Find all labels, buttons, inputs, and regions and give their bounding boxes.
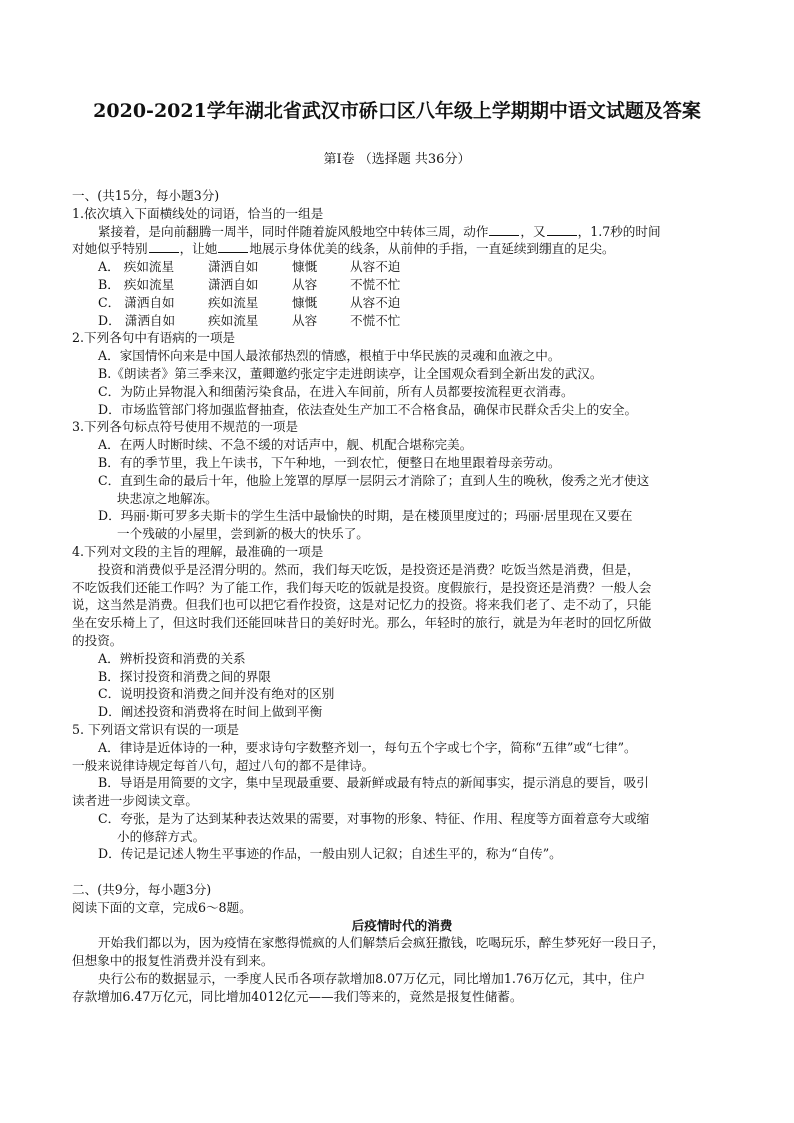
question-3-option-d: D．玛丽·斯可罗多夫斯卡的学生生活中最愉快的时期，是在楼顶里度过的；玛丽·居里现在又要在 xyxy=(98,508,633,524)
question-1-passage-line: 紧接着，是向前翻腾一周半，同时伴随着旋风般地空中转体三周，动作 ，又 ，1.7秒的时间 xyxy=(98,223,661,239)
fill-blank xyxy=(218,240,248,253)
question-1-option-b: B． 疾如流星 潇洒自如 从容 不慌不忙 xyxy=(98,276,401,292)
question-4-option-d: D．阐述投资和消费将在时间上做到平衡 xyxy=(98,704,323,720)
section-2-header: 二、(共9分，每小题3分) xyxy=(72,882,212,898)
question-3-option-c: C．直到生命的最后十年，他脸上笼罩的厚厚一层阴云才消除了；直到人生的晚秋，俊秀之光才使这 xyxy=(98,472,650,488)
section-1-header: 一、(共15分，每小题3分) xyxy=(72,188,220,203)
question-5-option-b-cont: 读者进一步阅读文章。 xyxy=(72,793,198,809)
question-3-option-b: B．有的季节里，我上午读书，下午种地，一到农忙，便整日在地里跟着母亲劳动。 xyxy=(98,454,561,470)
article-paragraph-cont: 但想象中的报复性消费并没有到来。 xyxy=(72,953,274,969)
section-2-intro: 阅读下面的文章，完成6～8题。 xyxy=(72,899,252,915)
question-4-option-a: A．辨析投资和消费的关系 xyxy=(98,650,246,666)
question-2-option-b: B.《朗读者》第三季来汉，董卿邀约张定宇走进朗读亭，让全国观众看到全新出发的武汉。 xyxy=(98,365,603,381)
document-body xyxy=(72,187,732,1006)
question-1-option-a: A． 疾如流星 潇洒自如 慷慨 从容不迫 xyxy=(98,259,401,275)
question-3-option-a: A．在两人时断时续、不急不缓的对话声中，舰、机配合堪称完美。 xyxy=(98,437,473,453)
question-4-passage-line: 坐在安乐椅上了，但这时我们还能回味昔日的美好时光。那么，年轻时的旅行，就是为年老时的回忆所做 xyxy=(72,615,652,631)
question-4-option-b: B．探讨投资和消费之间的界限 xyxy=(98,668,271,684)
article-paragraph: 央行公布的数据显示，一季度人民币各项存款增加8.07万亿元，同比增加1.76万亿元，其中，住户 xyxy=(98,971,646,987)
question-4-passage-line: 投资和消费似乎是泾渭分明的。然而，我们每天吃饭，是投资还是消费？吃饭当然是消费，但是， xyxy=(98,561,640,577)
fill-blank xyxy=(149,240,179,253)
question-5-stem: 5. 下列语文常识有误的一项是 xyxy=(72,721,240,737)
question-5-option-a-cont: 一般来说律诗规定每首八句，超过八句的都不是律诗。 xyxy=(72,757,375,773)
question-4-passage-line: 说，这当然是消费。但我们也可以把它看作投资，这是对记忆力的投资。将来我们老了、走不动了，只能 xyxy=(72,597,652,613)
question-1-option-d: D． 潇洒自如 疾如流星 从容 不慌不忙 xyxy=(98,312,401,328)
question-3-option-c-cont: 块悲凉之地解冻。 xyxy=(117,490,218,506)
fill-blank xyxy=(489,223,519,236)
question-5-option-c-cont: 小的修辞方式。 xyxy=(117,828,206,844)
fill-blank xyxy=(547,223,577,236)
question-3-stem: 3.下列各句标点符号使用不规范的一项是 xyxy=(72,419,299,435)
page-subtitle: 第Ⅰ卷 （选择题 共36分） xyxy=(323,152,471,167)
question-5-option-a: A．律诗是近体诗的一种，要求诗句字数整齐划一，每句五个字或七个字，简称“五律”或“七律”。 xyxy=(98,739,637,755)
question-4-passage-line: 的投资。 xyxy=(72,632,123,648)
section-gap xyxy=(72,863,732,881)
question-4-option-c: C．说明投资和消费之间并没有绝对的区别 xyxy=(98,686,335,702)
question-5-option-b: B．导语是用简要的文字，集中呈现最重要、最新鲜或最有特点的新闻事实，提示消息的要旨，吸引 xyxy=(98,775,649,791)
question-5-option-c: C．夸张，是为了达到某种表达效果的需要，对事物的形象、特征、作用、程度等方面着意夸大或缩 xyxy=(98,810,650,826)
question-2-option-c: C．为防止异物混入和细菌污染食品，在进入车间前，所有人员都要按流程更衣消毒。 xyxy=(98,383,574,399)
question-2-option-d: D．市场监管部门将加强监督抽查，依法查处生产加工不合格食品，确保市民群众舌尖上的安全。 xyxy=(98,401,638,417)
article-paragraph: 开始我们都以为，因为疫情在家憋得慌疯的人们解禁后会疯狂撒钱，吃喝玩乐，醉生梦死好一段日子， xyxy=(98,935,665,951)
question-2-stem: 2.下列各句中有语病的一项是 xyxy=(72,330,236,346)
question-4-passage-line: 不吃饭我们还能工作吗？为了能工作，我们每天吃的饭就是投资。度假旅行，是投资还是消费？一般人会 xyxy=(72,579,652,595)
question-1-passage-line: 对她似乎特别 ，让她 地展示身体优美的线条，从前伸的手指，一直延续到绷直的足尖。 xyxy=(72,241,615,257)
page-title: 2020-2021学年湖北省武汉市硚口区八年级上学期期中语文试题及答案 xyxy=(93,100,701,122)
question-1-stem: 1.依次填入下面横线处的词语，恰当的一组是 xyxy=(72,205,324,221)
question-2-option-a: A．家国情怀向来是中国人最浓郁热烈的情感，根植于中华民族的灵魂和血液之中。 xyxy=(98,348,561,364)
article-paragraph-cont: 存款增加6.47万亿元，同比增加4012亿元——我们等来的，竟然是报复性储蓄。 xyxy=(72,988,523,1004)
question-4-stem: 4.下列对文段的主旨的理解，最准确的一项是 xyxy=(72,543,324,559)
article-title: 后疫情时代的消费 xyxy=(351,917,453,933)
question-1-option-c: C． 潇洒自如 疾如流星 慷慨 从容不迫 xyxy=(98,294,401,310)
question-3-option-d-cont: 一个残破的小屋里，尝到新的极大的快乐了。 xyxy=(117,526,369,542)
question-5-option-d: D．传记是记述人物生平事迹的作品，一般由别人记叙；自述生平的，称为“自传”。 xyxy=(98,846,562,862)
